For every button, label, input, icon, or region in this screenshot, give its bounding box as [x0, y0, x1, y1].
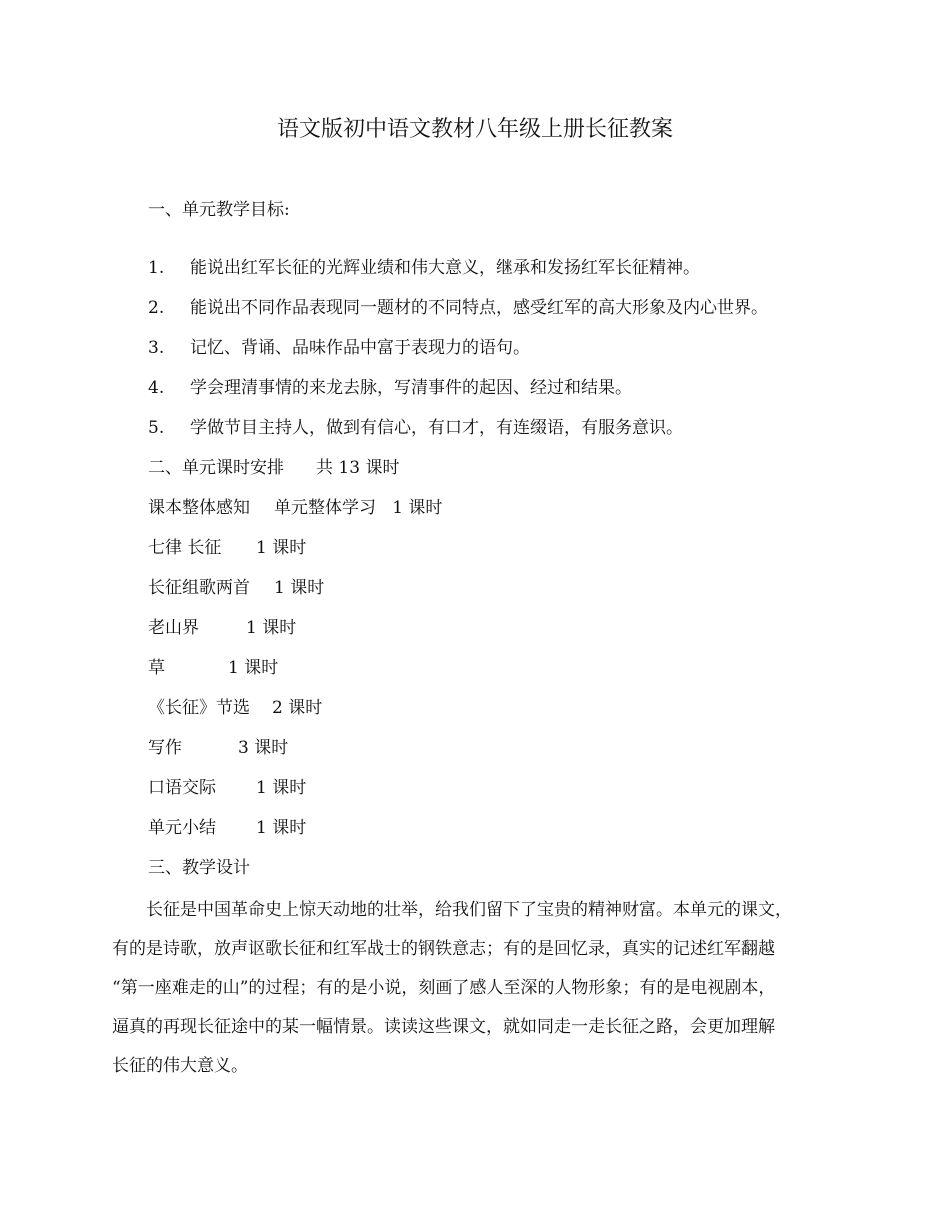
objective-item — [148, 336, 530, 360]
schedule-detail: 1 课时 — [228, 658, 279, 678]
objective-text: 学会理清事情的来龙去脉，写清事件的起因、经过和结果。 — [190, 378, 632, 398]
schedule-name: 长征组歌两首 — [148, 578, 250, 598]
schedule-name: 单元小结 — [148, 818, 216, 838]
objective-number: 4. — [148, 378, 165, 398]
section2-heading: 二、单元课时安排 — [148, 458, 284, 478]
paragraph-line: 长征是中国革命史上惊天动地的壮举，给我们留下了宝贵的精神财富。本单元的课文， — [112, 900, 792, 920]
schedule-name: 《长征》节选 — [148, 698, 250, 718]
schedule-item — [148, 696, 322, 720]
section1-heading: 一、单元教学目标: — [148, 200, 290, 220]
schedule-name: 写作 — [148, 738, 182, 758]
schedule-item — [148, 776, 306, 800]
schedule-item — [148, 536, 306, 560]
objective-item — [148, 416, 683, 440]
paragraph-line: 长征的伟大意义。 — [112, 1056, 248, 1076]
schedule-item — [148, 816, 306, 840]
schedule-item — [148, 496, 442, 520]
schedule-item — [148, 616, 296, 640]
schedule-detail: 3 课时 — [238, 738, 289, 758]
schedule-name: 口语交际 — [148, 778, 216, 798]
paragraph-line: 逼真的再现长征途中的某一幅情景。读读这些课文，就如同走一走长征之路，会更加理解 — [112, 1017, 775, 1037]
objective-text: 能说出红军长征的光辉业绩和伟大意义，继承和发扬红军长征精神。 — [190, 258, 700, 278]
schedule-detail: 单元整体学习 1 课时 — [274, 498, 443, 518]
objective-item — [148, 376, 632, 400]
schedule-detail: 1 课时 — [256, 818, 307, 838]
paragraph-line: “第一座难走的山”的过程；有的是小说，刻画了感人至深的人物形象；有的是电视剧本， — [112, 978, 776, 998]
objective-number: 5. — [148, 418, 165, 438]
objective-number: 3. — [148, 338, 165, 358]
schedule-name: 七律 长征 — [148, 538, 222, 558]
schedule-detail: 1 课时 — [274, 578, 325, 598]
schedule-name: 草 — [148, 658, 165, 678]
section3-heading: 三、教学设计 — [148, 858, 250, 878]
paragraph-line: 有的是诗歌，放声讴歌长征和红军战士的钢铁意志；有的是回忆录，真实的记述红军翻越 — [112, 939, 775, 959]
schedule-item — [148, 576, 324, 600]
schedule-detail: 1 课时 — [256, 538, 307, 558]
objective-text: 能说出不同作品表现同一题材的不同特点，感受红军的高大形象及内心世界。 — [190, 298, 768, 318]
document-title: 语文版初中语文教材八年级上册长征教案 — [276, 117, 673, 142]
objective-text: 记忆、背诵、品味作品中富于表现力的语句。 — [190, 338, 530, 358]
objective-number: 1. — [148, 258, 165, 278]
section2-total: 共 13 课时 — [316, 458, 400, 478]
section2-heading-line — [148, 456, 399, 480]
objective-item — [148, 296, 768, 320]
schedule-name: 老山界 — [148, 618, 199, 638]
schedule-detail: 2 课时 — [272, 698, 323, 718]
schedule-name: 课本整体感知 — [148, 498, 250, 518]
schedule-item — [148, 656, 278, 680]
objective-item — [148, 256, 700, 280]
schedule-item — [148, 736, 288, 760]
schedule-detail: 1 课时 — [256, 778, 307, 798]
objective-number: 2. — [148, 298, 165, 318]
objective-text: 学做节目主持人，做到有信心，有口才，有连缀语，有服务意识。 — [190, 418, 683, 438]
schedule-detail: 1 课时 — [246, 618, 297, 638]
